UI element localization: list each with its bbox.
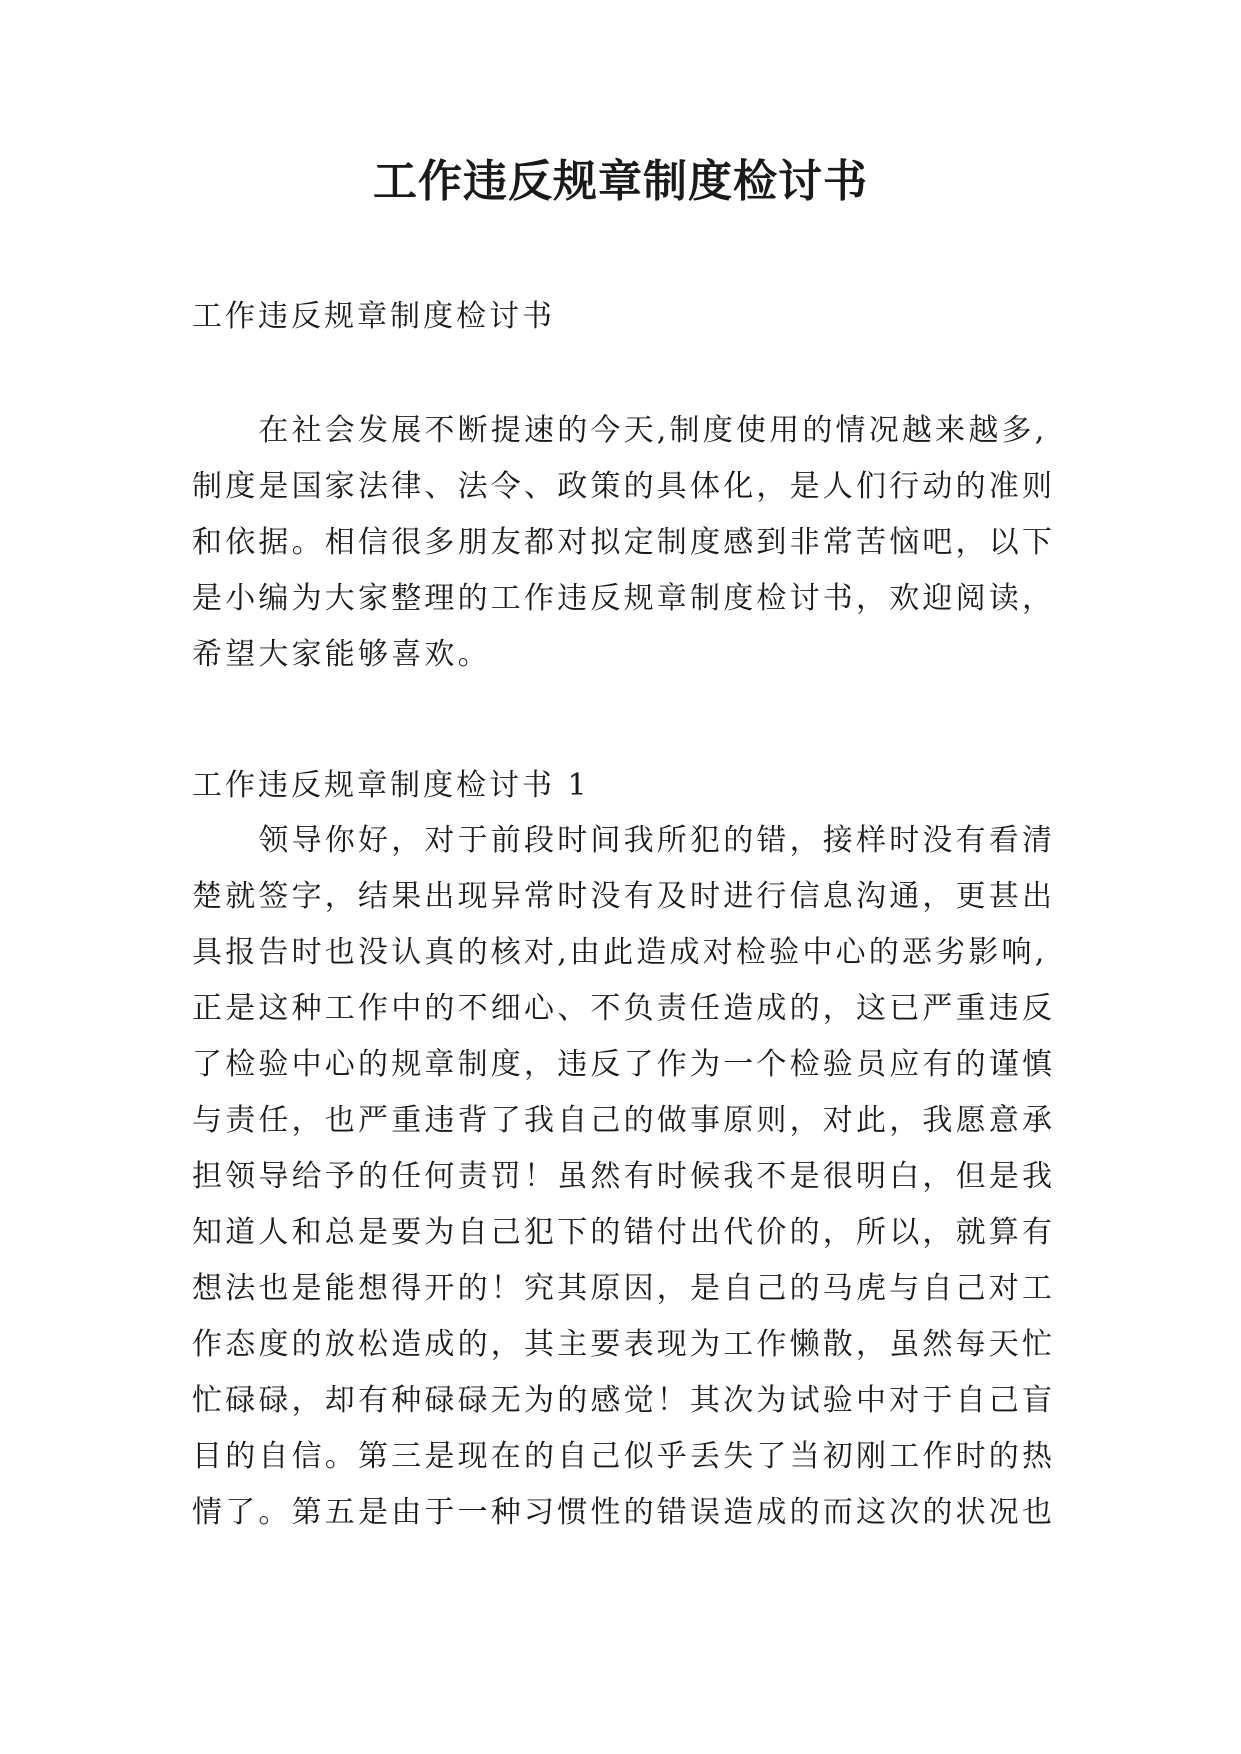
paragraph-line: 作态度的放松造成的，其主要表现为工作懒散，虽然每天忙 bbox=[192, 1327, 1056, 1362]
paragraph-line: 是小编为大家整理的工作违反规章制度检讨书，欢迎阅读， bbox=[192, 581, 1056, 616]
paragraph-line: 希望大家能够喜欢。 bbox=[192, 637, 491, 672]
paragraph-line: 具报告时也没认真的核对,由此造成对检验中心的恶劣影响, bbox=[192, 935, 1048, 970]
paragraph-line: 在社会发展不断提速的今天,制度使用的情况越来越多, bbox=[192, 413, 1048, 448]
section-heading: 工作违反规章制度检讨书 1 bbox=[192, 768, 590, 803]
paragraph-line: 制度是国家法律、法令、政策的具体化，是人们行动的准则 bbox=[192, 469, 1056, 504]
paragraph-line: 情了。第五是由于一种习惯性的错误造成的而这次的状况也 bbox=[192, 1495, 1056, 1530]
paragraph-line: 担领导给予的任何责罚！虽然有时候我不是很明白，但是我 bbox=[192, 1159, 1056, 1194]
paragraph-line: 正是这种工作中的不细心、不负责任造成的，这已严重违反 bbox=[192, 991, 1056, 1026]
paragraph-line: 目的自信。第三是现在的自己似乎丢失了当初刚工作时的热 bbox=[192, 1439, 1056, 1474]
document-subtitle: 工作违反规章制度检讨书 bbox=[192, 299, 555, 334]
paragraph-line: 和依据。相信很多朋友都对拟定制度感到非常苦恼吧，以下 bbox=[192, 525, 1056, 560]
paragraph-line: 知道人和总是要为自己犯下的错付出代价的，所以，就算有 bbox=[192, 1215, 1056, 1250]
paragraph-line: 了检验中心的规章制度，违反了作为一个检验员应有的谨慎 bbox=[192, 1047, 1056, 1082]
paragraph-line: 想法也是能想得开的！究其原因，是自己的马虎与自己对工 bbox=[192, 1271, 1056, 1306]
intro-paragraph bbox=[192, 403, 1072, 683]
paragraph-line: 楚就签字，结果出现异常时没有及时进行信息沟通，更甚出 bbox=[192, 879, 1056, 914]
paragraph-line: 领导你好，对于前段时间我所犯的错，接样时没有看清 bbox=[192, 823, 1056, 858]
paragraph-line: 与责任，也严重违背了我自己的做事原则，对此，我愿意承 bbox=[192, 1103, 1056, 1138]
body-paragraph bbox=[192, 813, 1072, 1541]
page-title: 工作违反规章制度检讨书 bbox=[373, 156, 868, 207]
paragraph-line: 忙碌碌，却有种碌碌无为的感觉！其次为试验中对于自己盲 bbox=[192, 1383, 1056, 1418]
